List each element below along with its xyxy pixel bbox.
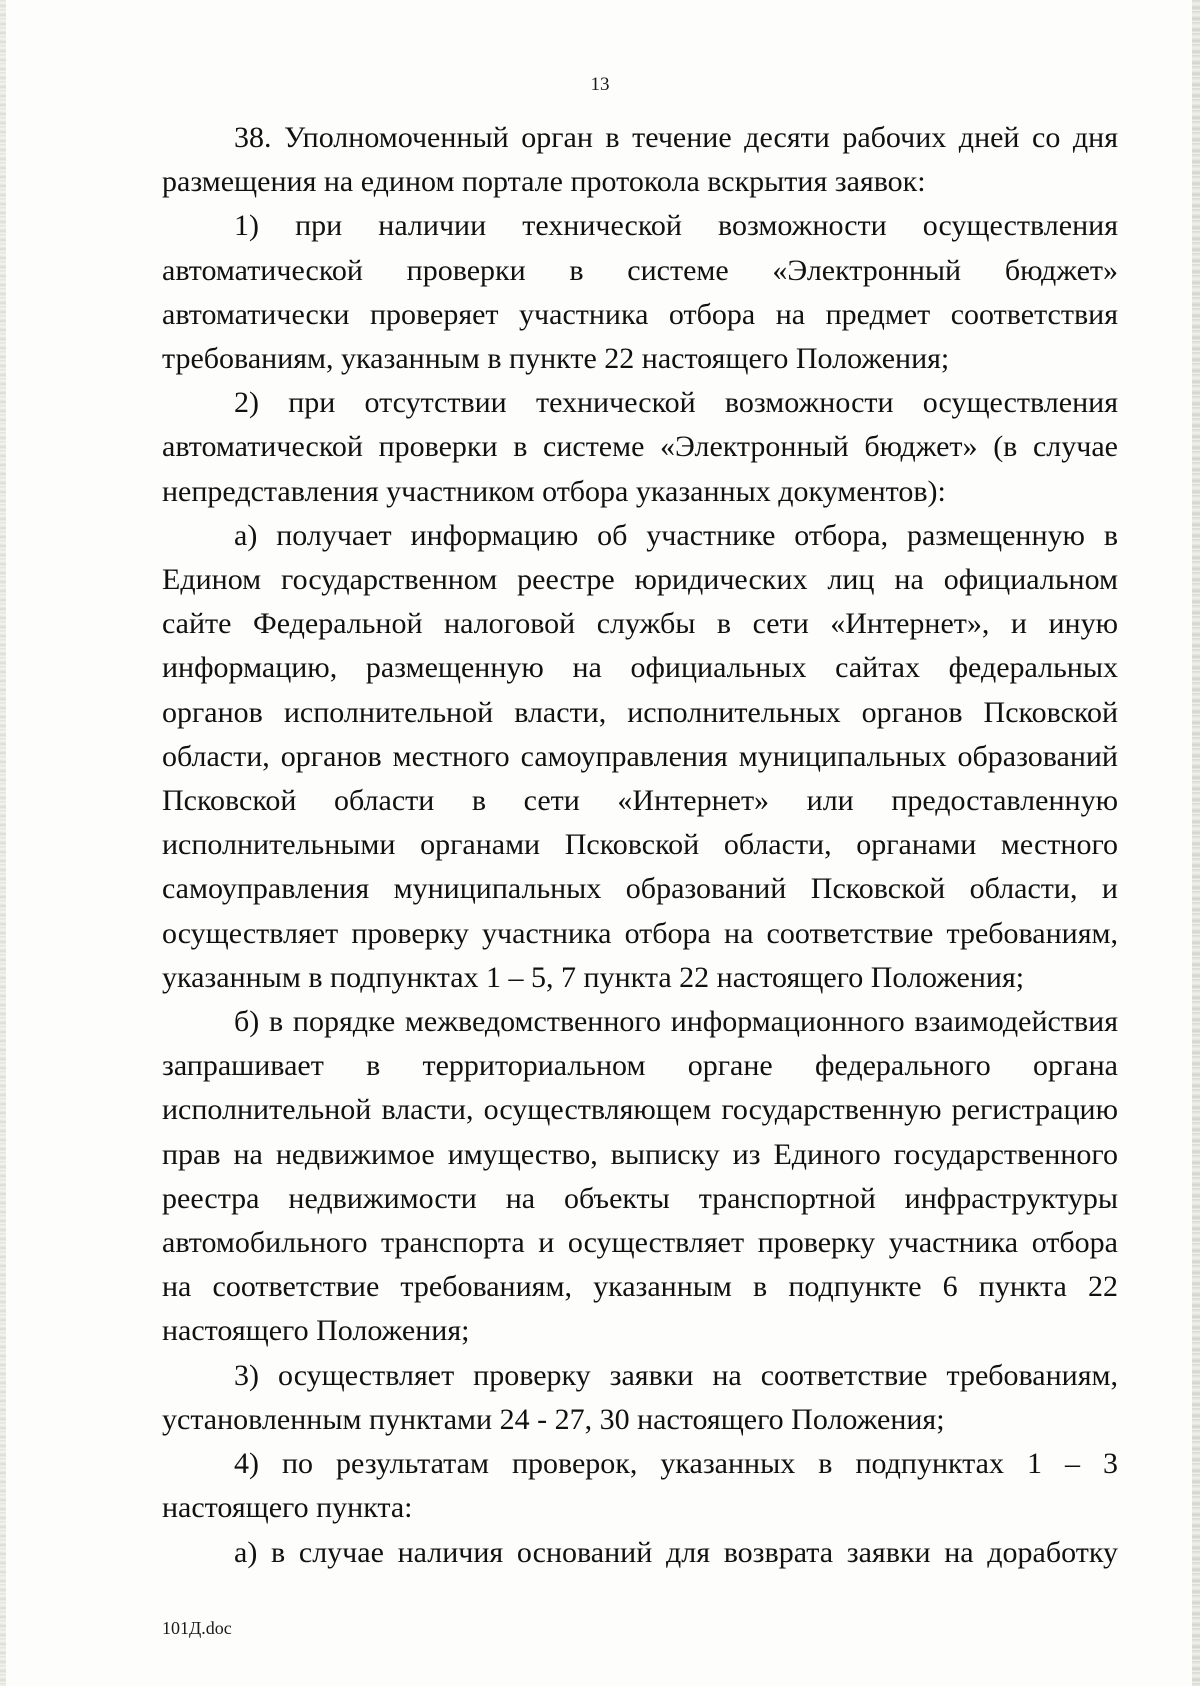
scan-edge-right bbox=[1192, 0, 1200, 1686]
paragraph-item-2: 2) при отсутствии технической возможности осуществления автоматической проверки в системе «Электронный бюджет» (в случае непредставления участником отбора указанных документов): bbox=[162, 386, 1118, 508]
paragraph-item-2b: б) в порядке межведомственного информационного взаимодействия запрашивает в территориальном органе федерального органа исполнительной власти, осуществляющем государственную регистрацию прав на недвижимое имущество, выписку из Единого государственного реестра недвижимости на объекты транспортной инфраструктуры автомобильного транспорта и осуществляет проверку участника отбора на соответствие требованиям, указанным в подпункте 6 пункта 22 настоящего Положения; bbox=[162, 1005, 1118, 1348]
paragraph-item-1: 1) при наличии технической возможности осуществления автоматической проверки в системе «Электронный бюджет» автоматически проверяет участника отбора на предмет соответствия требованиям, указанным в пункте 22 настоящего Положения; bbox=[162, 209, 1118, 376]
paragraph-38: 38. Уполномоченный орган в течение десяти рабочих дней со дня размещения на едином портале протокола вскрытия заявок: bbox=[162, 121, 1118, 199]
scan-edge-left bbox=[0, 0, 6, 1686]
footer-filename: 101Д.doc bbox=[162, 1618, 232, 1638]
document-body bbox=[162, 116, 1118, 1575]
paragraph-item-4: 4) по результатам проверок, указанных в подпунктах 1 – 3 настоящего пункта: bbox=[162, 1447, 1118, 1525]
page-number: 13 bbox=[590, 74, 610, 95]
paragraph-item-2a: а) получает информацию об участнике отбора, размещенную в Едином государственном реестре юридических лиц на официальном сайте Федеральной налоговой службы в сети «Интернет», и иную информацию, размещенную на официальных сайтах федеральных органов исполнительной власти, исполнительных органов Псковской области, органов местного самоуправления муниципальных образований Псковской области в сети «Интернет» или предоставленную исполнительными органами Псковской области, органами местного самоуправления муниципальных образований Псковской области, и осуществляет проверку участника отбора на соответствие требованиям, указанным в подпунктах 1 – 5, 7 пункта 22 настоящего Положения; bbox=[162, 518, 1118, 994]
paragraph-item-4a: а) в случае наличия оснований для возврата заявки на доработку bbox=[234, 1535, 1118, 1569]
paragraph-item-3: 3) осуществляет проверку заявки на соответствие требованиям, установленным пунктами 24 - 27, 30 настоящего Положения; bbox=[162, 1358, 1118, 1436]
